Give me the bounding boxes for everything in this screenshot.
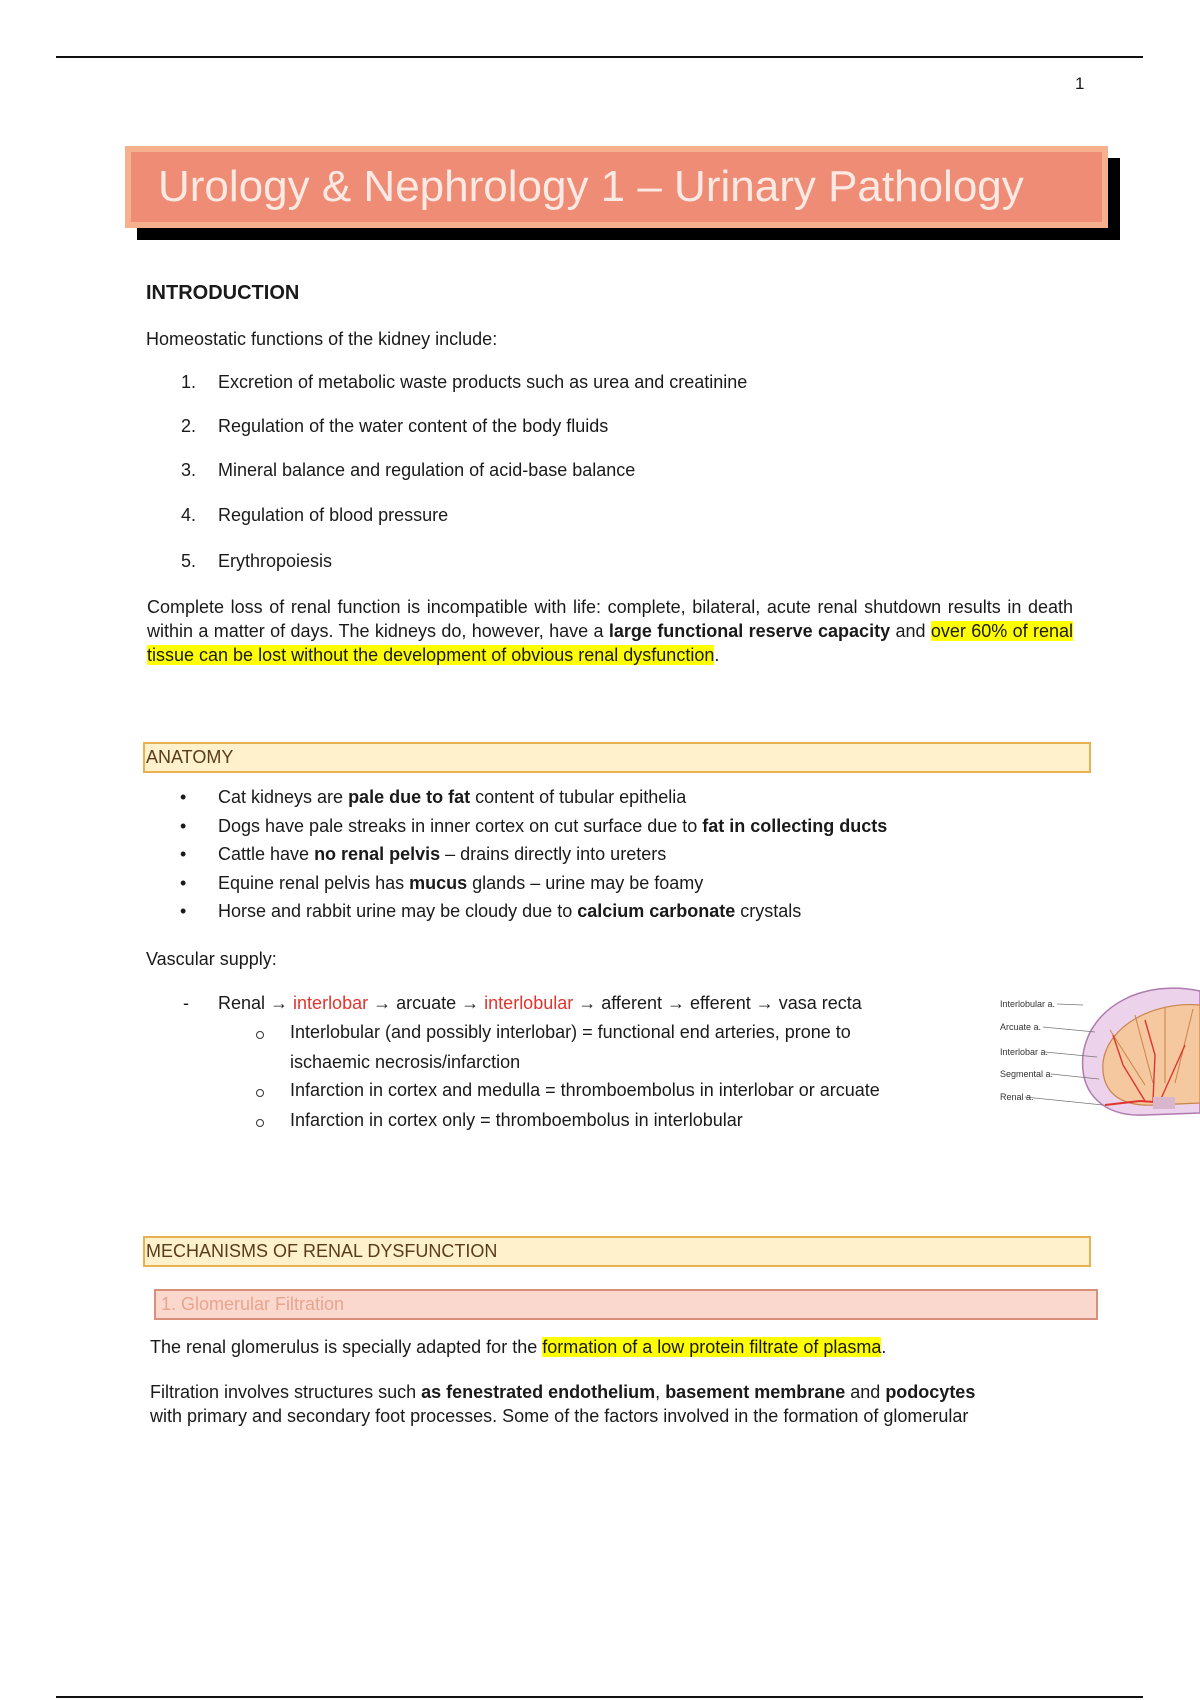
kidney-vasculature-figure <box>995 985 1200 1123</box>
dash-bullet: - <box>183 993 189 1013</box>
figure-label: Segmental a. <box>1000 1069 1054 1079</box>
sub-item: Interlobular (and possibly interlobar) = functional end arteries, prone to <box>290 1022 851 1042</box>
list-item: • Horse and rabbit urine may be cloudy due to calcium carbonate crystals <box>178 897 887 926</box>
circle-bullet-icon <box>256 1031 264 1039</box>
sub-item: Infarction in cortex only = thromboembolus in interlobular <box>290 1110 743 1130</box>
para-bold: large functional reserve capacity <box>608 621 891 641</box>
sub-item-continued: ischaemic necrosis/infarction <box>290 1052 521 1072</box>
vascular-supply-lead: Vascular supply: <box>146 949 277 969</box>
vascular-flow: Renal → interlobar → arcuate → interlobular → afferent → efferent → vasa recta <box>218 993 862 1013</box>
list-item-number: 5. <box>181 551 197 571</box>
top-rule <box>56 56 1143 58</box>
anatomy-bullets <box>178 783 887 926</box>
figure-label: Interlobular a. <box>1000 999 1056 1009</box>
figure-label: Interlobar a. <box>1000 1047 1049 1057</box>
introduction-lead: Homeostatic functions of the kidney include: <box>146 329 498 349</box>
list-item-number: 1. <box>181 372 197 392</box>
sub-item: Infarction in cortex and medulla = thromboembolus in interlobar or arcuate <box>290 1080 880 1100</box>
list-item-number: 2. <box>181 416 197 436</box>
list-item: Regulation of the water content of the body fluids <box>218 416 609 436</box>
title-box <box>125 146 1108 228</box>
title-banner <box>125 146 1108 228</box>
renal-function-paragraph <box>147 595 1073 667</box>
filtration-paragraph: Filtration involves structures such as fenestrated endothelium, basement membrane and podocytes with primary and secondary foot processes. Some of the factors involved in the formation of glomerular <box>150 1382 976 1426</box>
list-item: • Cattle have no renal pelvis – drains directly into ureters <box>178 840 887 869</box>
list-item: • Equine renal pelvis has mucus glands – urine may be foamy <box>178 869 887 898</box>
list-item: • Dogs have pale streaks in inner cortex on cut surface due to fat in collecting ducts <box>178 812 887 841</box>
introduction-heading: INTRODUCTION <box>146 282 300 304</box>
list-item: Erythropoiesis <box>218 551 333 571</box>
section-mechanisms: MECHANISMS OF RENAL DYSFUNCTION <box>143 1236 1091 1267</box>
figure-label: Arcuate a. <box>1000 1022 1042 1032</box>
para-text: and <box>890 621 931 641</box>
list-item: Excretion of metabolic waste products such as urea and creatinine <box>218 372 748 392</box>
glomerulus-paragraph: The renal glomerulus is specially adapted for the formation of a low protein filtrate of plasma. <box>150 1337 887 1357</box>
circle-bullet-icon <box>256 1119 264 1127</box>
para-text: . <box>714 645 720 665</box>
section-anatomy: ANATOMY <box>143 742 1091 773</box>
list-item-number: 3. <box>181 460 197 480</box>
figure-label: Renal a. <box>1000 1092 1034 1102</box>
list-item: Regulation of blood pressure <box>218 505 449 525</box>
para-text: Complete loss of renal function is incompatible with life: complete, bilateral, acute renal shutdown results in death within a matter of days. The kidneys do, however, have a <box>147 597 1073 641</box>
subsection-glomerular-filtration: 1. Glomerular Filtration <box>154 1289 1098 1320</box>
page-number: 1 <box>1075 74 1085 93</box>
list-item-number: 4. <box>181 505 197 525</box>
list-item: • Cat kidneys are pale due to fat content of tubular epithelia <box>178 783 887 812</box>
circle-bullet-icon <box>256 1089 264 1097</box>
para-highlight: over 60% of renal tissue can be lost without the development of obvious renal dysfunction <box>147 621 1074 665</box>
list-item: Mineral balance and regulation of acid-base balance <box>218 460 636 480</box>
page-title: Urology & Nephrology 1 – Urinary Pathology <box>131 152 1102 222</box>
bottom-rule <box>56 1696 1143 1698</box>
